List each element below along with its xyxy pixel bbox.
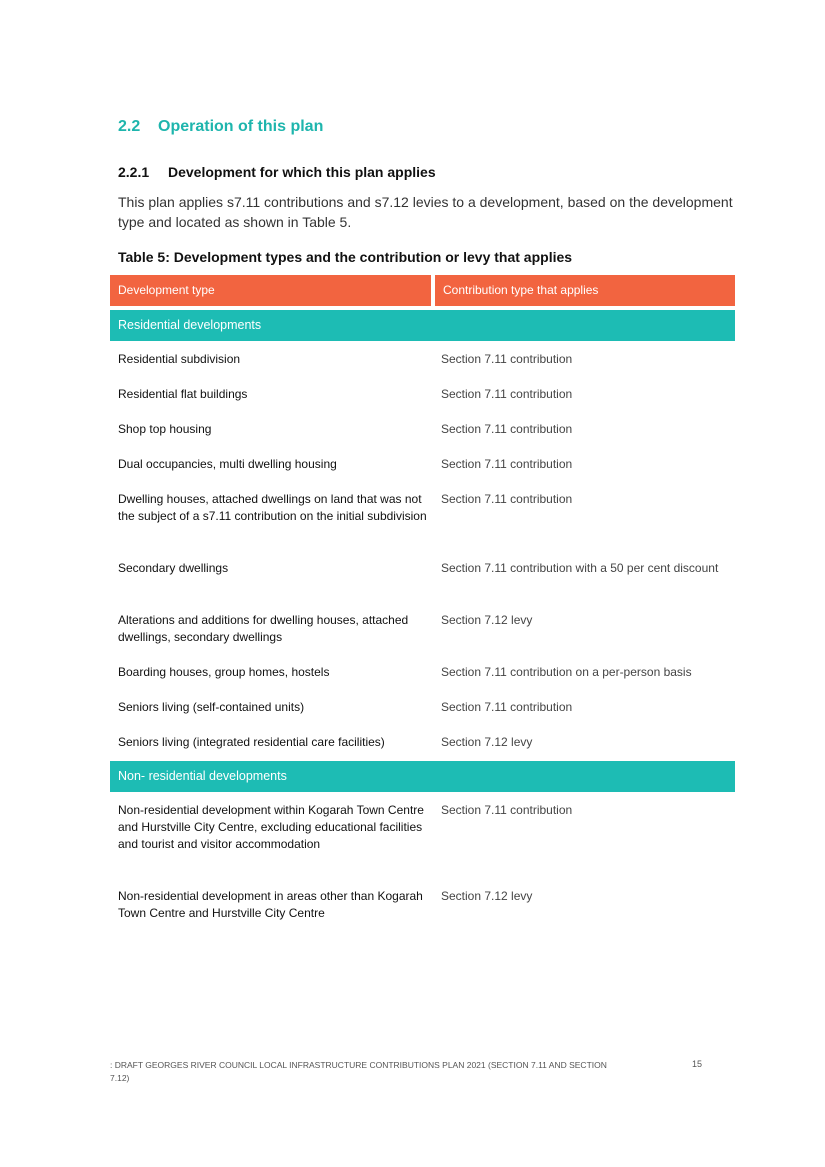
section-heading [118,118,323,136]
footer-page-number: 15 [692,1059,703,1069]
footer-document-title: : DRAFT GEORGES RIVER COUNCIL LOCAL INFRASTRUCTURE CONTRIBUTIONS PLAN 2021 (SECTION 7.11 AND SECTION 7.12) [110,1060,607,1083]
table-row [110,550,735,602]
contribution-cell: Section 7.11 contribution on a per-person basis [441,665,692,679]
development-type-cell: Dwelling houses, attached dwellings on land that was not the subject of a s7.11 contribution on the initial subdivision [118,492,427,523]
intro-paragraph: This plan applies s7.11 contributions and s7.12 levies to a development, based on the development type and located as shown in Table 5. [118,194,733,230]
development-table [110,275,735,930]
development-type-cell: Non-residential development in areas other than Kogarah Town Centre and Hurstville City Centre [118,889,423,920]
contribution-cell: Section 7.11 contribution [441,387,573,401]
development-type-cell: Shop top housing [118,422,212,436]
table-caption: Table 5: Development types and the contribution or levy that applies [118,249,573,265]
table-row [110,341,735,376]
table-row [110,481,735,550]
contribution-cell: Section 7.12 levy [441,735,533,749]
contribution-cell: Section 7.11 contribution with a 50 per cent discount [441,561,719,575]
development-type-cell: Alterations and additions for dwelling houses, attached dwellings, secondary dwellings [118,613,409,644]
group-row-residential: Residential developments [110,310,735,341]
contribution-cell: Section 7.11 contribution [441,492,573,506]
development-type-cell: Seniors living (integrated residential care facilities) [118,735,385,749]
contribution-cell: Section 7.11 contribution [441,803,573,817]
table-header-development-type: Development type [110,275,431,306]
development-type-cell: Secondary dwellings [118,561,229,575]
development-type-cell: Dual occupancies, multi dwelling housing [118,457,337,471]
table-row [110,724,735,759]
table-header-contribution-type: Contribution type that applies [435,275,735,306]
contribution-cell: Section 7.11 contribution [441,422,573,436]
section-number: 2.2 [118,118,141,135]
table-row [110,411,735,446]
table-row [110,602,735,654]
development-type-cell: Non-residential development within Kogarah Town Centre and Hurstville City Centre, excluding educational facilities and tourist and visitor accommodation [118,803,424,851]
table-row [110,376,735,411]
contribution-cell: Section 7.12 levy [441,889,533,903]
development-type-cell: Seniors living (self-contained units) [118,700,305,714]
contribution-cell: Section 7.11 contribution [441,352,573,366]
contribution-cell: Section 7.11 contribution [441,700,573,714]
development-type-cell: Residential subdivision [118,352,241,366]
table-row [110,878,735,930]
table-row [110,654,735,689]
subsection-heading [118,164,436,180]
table-row [110,446,735,481]
contribution-cell: Section 7.12 levy [441,613,533,627]
group-row-non-residential: Non- residential developments [110,761,735,792]
development-type-cell: Boarding houses, group homes, hostels [118,665,330,679]
table-row [110,689,735,724]
section-title: Operation of this plan [158,118,324,135]
subsection-title: Development for which this plan applies [168,164,436,180]
table-header-row [110,275,735,306]
contribution-cell: Section 7.11 contribution [441,457,573,471]
table-row [110,792,735,878]
subsection-number: 2.2.1 [118,164,150,180]
development-type-cell: Residential flat buildings [118,387,248,401]
